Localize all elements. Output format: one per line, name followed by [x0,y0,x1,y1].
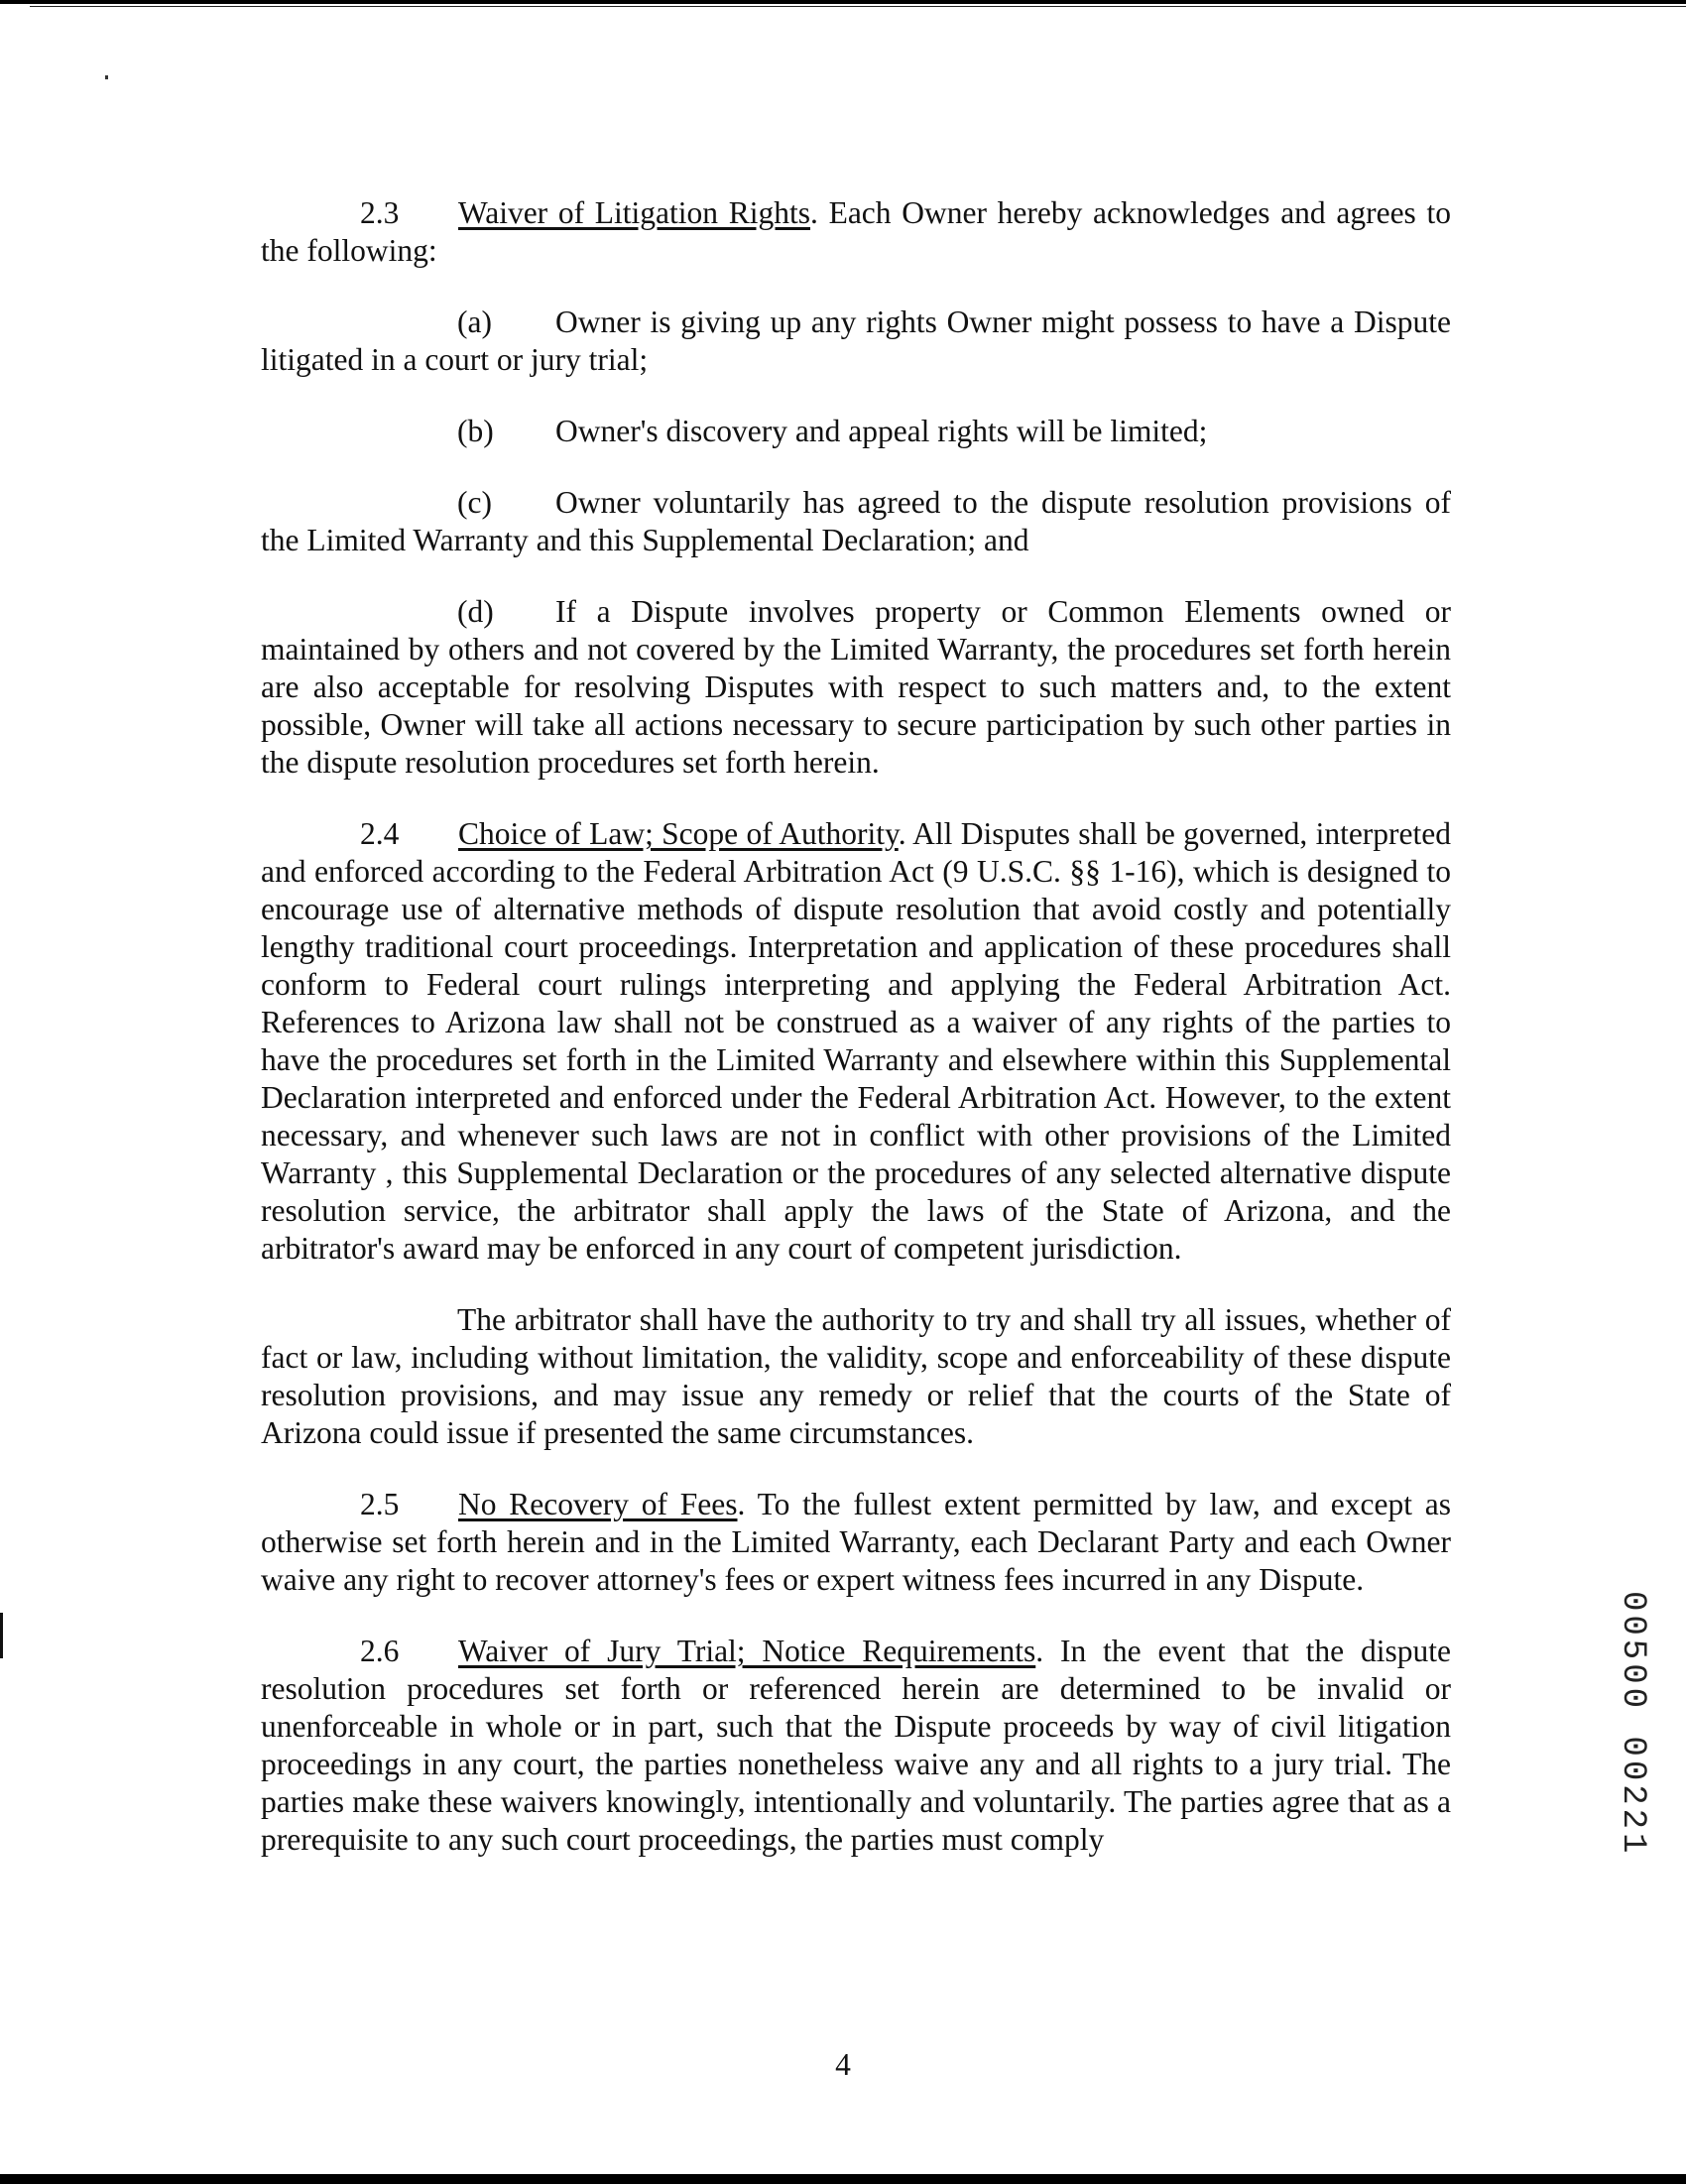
list-item-text: Owner is giving up any rights Owner might possess to have a Dispute litigated in a court or jury trial; [261,304,1451,377]
document-body [261,194,1451,1892]
section-2-3 [261,194,1451,270]
scan-border-top [0,0,1686,4]
page-number: 4 [835,2047,851,2082]
section-number: 2.5 [360,1487,400,1521]
list-item-c [261,484,1451,559]
scan-edge-mark [0,1613,3,1658]
section-2-4-paragraph-2 [261,1301,1451,1452]
scan-border-top-line [30,6,1686,7]
bates-number: 00500 00221 [1614,1591,1651,1858]
section-2-4 [261,815,1451,1268]
scan-border-bottom [0,2174,1686,2184]
list-item-d [261,593,1451,782]
section-heading: Waiver of Jury Trial; Notice Requirements [458,1634,1036,1668]
section-heading: No Recovery of Fees [458,1487,738,1521]
section-2-6 [261,1633,1451,1859]
list-item-text: If a Dispute involves property or Common Elements owned or maintained by others and not covered by the Limited Warranty, the procedures set forth herein are also acceptable for resolving Disputes with respect to such matters and, to the extent possible, Owner will take all actions necessary to secure participation by such other parties in the dispute resolution procedures set forth herein. [261,594,1451,780]
list-item-b [261,413,1451,450]
section-number: 2.3 [360,195,400,230]
section-text: . In the event that the dispute resolution procedures set forth or referenced herein are determined to be invalid or unenforceable in whole or in part, such that the Dispute proceeds by way of civil litigation proceedings in any court, the parties nonetheless waive any and all rights to a jury trial. The parties make these waivers knowingly, intentionally and voluntarily. The parties agree that as a prerequisite to any such court proceedings, the parties must comply [261,1634,1451,1857]
section-heading: Waiver of Litigation Rights [458,195,811,230]
section-2-5 [261,1486,1451,1599]
list-item-a [261,303,1451,379]
list-item-label: (d) [457,594,494,629]
list-item-label: (b) [457,414,494,448]
list-item-text: Owner voluntarily has agreed to the dispute resolution provisions of the Limited Warranty and this Supplemental Declaration; and [261,485,1451,557]
list-item-label: (a) [457,304,492,339]
scan-speck [105,75,108,79]
section-heading: Choice of Law; Scope of Authority [458,816,899,851]
list-item-label: (c) [457,485,492,520]
section-text: The arbitrator shall have the authority to try and shall try all issues, whether of fact or law, including without limitation, the validity, scope and enforceability of these dispute resolution provisions, and may issue any remedy or relief that the courts of the State of Arizona could issue if presented the same circumstances. [261,1302,1451,1450]
section-number: 2.6 [360,1634,400,1668]
section-number: 2.4 [360,816,400,851]
section-text: . To the fullest extent permitted by law, and except as otherwise set forth herein and in the Limited Warranty, each Declarant Party and each Owner waive any right to recover attorney's fees or expert witness fees incurred in any Dispute. [261,1487,1452,1597]
section-text: . Each Owner hereby acknowledges and agrees to the following: [261,195,1452,268]
section-text: . All Disputes shall be governed, interpreted and enforced according to the Federal Arbitration Act (9 U.S.C. §§ 1-16), which is designed to encourage use of alternative methods of dispute resolution that avoid costly and potentially lengthy traditional court proceedings. Interpretation and application of these procedures shall conform to Federal court rulings interpreting and applying the Federal Arbitration Act. References to Arizona law shall not be construed as a waiver of any rights of the parties to have the procedures set forth in the Limited Warranty and elsewhere within this Supplemental Declaration interpreted and enforced under the Federal Arbitration Act. However, to the extent necessary, and whenever such laws are not in conflict with other provisions of the Limited Warranty , this Supplemental Declaration or the procedures of any selected alternative dispute resolution service, the arbitrator shall apply the laws of the State of Arizona, and the arbitrator's award may be enforced in any court of competent jurisdiction. [261,816,1451,1266]
list-item-text: Owner's discovery and appeal rights will be limited; [555,414,1208,448]
